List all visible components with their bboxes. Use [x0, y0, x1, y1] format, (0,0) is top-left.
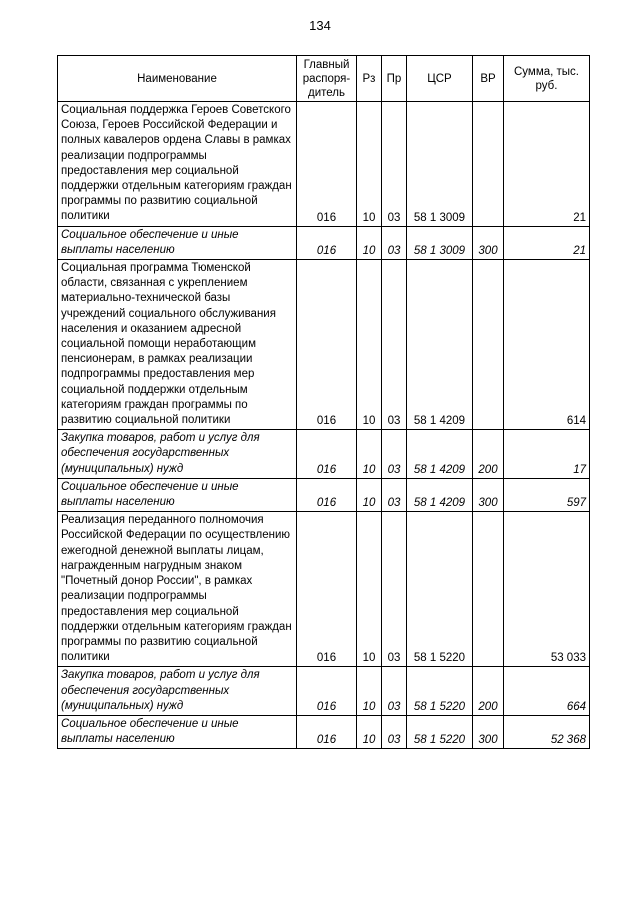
row-rz: 10 [357, 715, 382, 748]
table-row [58, 667, 590, 716]
row-csr: 58 1 4209 [407, 260, 473, 430]
row-vr: 200 [473, 430, 504, 479]
row-csr: 58 1 4209 [407, 430, 473, 479]
row-sum: 664 [504, 667, 590, 716]
table-row [58, 102, 590, 227]
row-sum: 597 [504, 478, 590, 511]
row-admin: 016 [297, 512, 357, 667]
row-admin: 016 [297, 667, 357, 716]
row-pr: 03 [382, 715, 407, 748]
row-admin: 016 [297, 478, 357, 511]
table-row [58, 512, 590, 667]
row-name: Социальное обеспечение и иные выплаты населению [58, 226, 297, 259]
table-row [58, 260, 590, 430]
row-csr: 58 1 3009 [407, 226, 473, 259]
table-row [58, 430, 590, 479]
row-admin: 016 [297, 430, 357, 479]
header-csr: ЦСР [407, 56, 473, 102]
table-row [58, 478, 590, 511]
row-name: Закупка товаров, работ и услуг для обеспечения государственных (муниципальных) нужд [58, 667, 297, 716]
row-csr: 58 1 5220 [407, 512, 473, 667]
row-name: Социальное обеспечение и иные выплаты населению [58, 478, 297, 511]
row-sum: 52 368 [504, 715, 590, 748]
row-rz: 10 [357, 260, 382, 430]
row-sum: 17 [504, 430, 590, 479]
row-rz: 10 [357, 478, 382, 511]
row-pr: 03 [382, 512, 407, 667]
row-vr: 300 [473, 715, 504, 748]
row-name: Социальное обеспечение и иные выплаты населению [58, 715, 297, 748]
row-sum: 53 033 [504, 512, 590, 667]
row-name: Закупка товаров, работ и услуг для обеспечения государственных (муниципальных) нужд [58, 430, 297, 479]
row-admin: 016 [297, 226, 357, 259]
row-pr: 03 [382, 260, 407, 430]
row-vr: 300 [473, 478, 504, 511]
header-pr: Пр [382, 56, 407, 102]
row-vr [473, 512, 504, 667]
table-row [58, 715, 590, 748]
table-header-row [58, 56, 590, 102]
header-vr: ВР [473, 56, 504, 102]
row-pr: 03 [382, 478, 407, 511]
row-pr: 03 [382, 430, 407, 479]
row-rz: 10 [357, 102, 382, 227]
row-admin: 016 [297, 260, 357, 430]
header-name: Наименование [58, 56, 297, 102]
row-pr: 03 [382, 102, 407, 227]
row-admin: 016 [297, 715, 357, 748]
header-rz: Рз [357, 56, 382, 102]
row-vr: 200 [473, 667, 504, 716]
row-csr: 58 1 4209 [407, 478, 473, 511]
header-sum: Сумма, тыс. руб. [504, 56, 590, 102]
row-csr: 58 1 5220 [407, 667, 473, 716]
row-pr: 03 [382, 226, 407, 259]
row-name: Социальная поддержка Героев Советского Союза, Героев Российской Федерации и полных кавалеров ордена Славы в рамках реализации подпрограммы предоставления мер социальной поддержки отдельным категориям граждан программы по развитию социальной политики [58, 102, 297, 227]
row-csr: 58 1 5220 [407, 715, 473, 748]
table-row [58, 226, 590, 259]
row-rz: 10 [357, 667, 382, 716]
row-sum: 21 [504, 102, 590, 227]
row-admin: 016 [297, 102, 357, 227]
row-sum: 21 [504, 226, 590, 259]
page-number: 134 [309, 18, 331, 33]
row-name: Социальная программа Тюменской области, связанная с укреплением материально-технической базы учреждений социального обслуживания населения и оказанием адресной социальной помощи неработающим пенсионерам, в рамках реализации подпрограммы предоставления мер социальной поддержки отдельным категориям граждан программы по развитию социальной политики [58, 260, 297, 430]
row-rz: 10 [357, 226, 382, 259]
row-rz: 10 [357, 430, 382, 479]
row-pr: 03 [382, 667, 407, 716]
header-admin: Главный распоря-дитель [297, 56, 357, 102]
row-vr: 300 [473, 226, 504, 259]
row-rz: 10 [357, 512, 382, 667]
row-vr [473, 102, 504, 227]
budget-table [57, 55, 590, 749]
row-sum: 614 [504, 260, 590, 430]
row-csr: 58 1 3009 [407, 102, 473, 227]
row-vr [473, 260, 504, 430]
row-name: Реализация переданного полномочия Российской Федерации по осуществлению ежегодной денежной выплаты лицам, награжденным нагрудным знаком "Почетный донор России", в рамках реализации подпрограммы предоставления мер социальной поддержки отдельным категориям граждан программы по развитию социальной политики [58, 512, 297, 667]
